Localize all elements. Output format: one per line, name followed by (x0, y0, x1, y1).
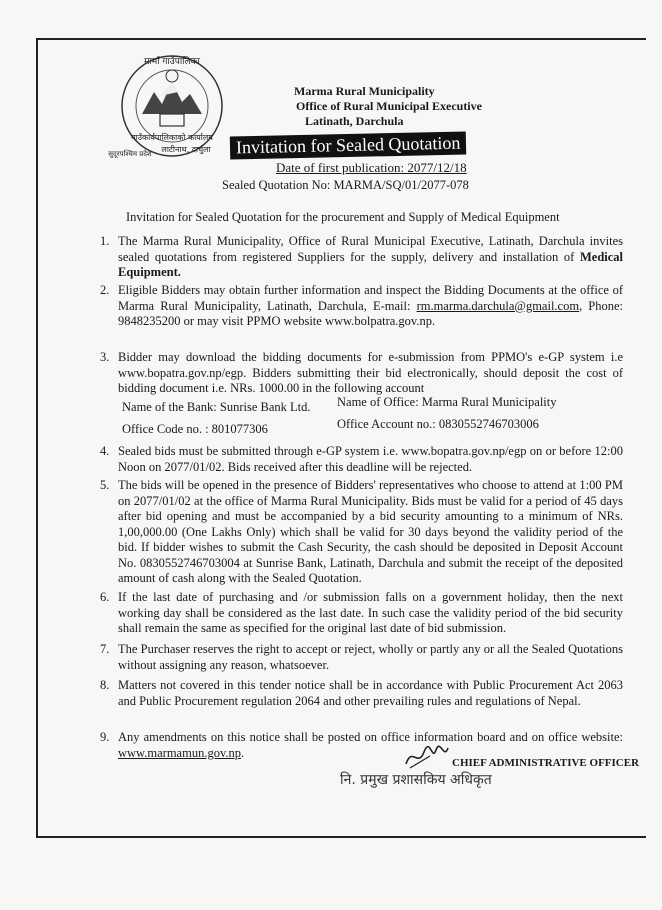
letterhead (270, 84, 482, 129)
website-link[interactable]: www.marmamun.gov.np (118, 745, 242, 760)
email-link[interactable]: rm.marma.darchula@gmail.com (416, 298, 580, 313)
publication-date: Date of first publication: 2077/12/18 (276, 160, 467, 175)
signature-icon (402, 742, 452, 770)
medical-equipment-text: Medical Equipment. (118, 249, 624, 279)
office-code: Office Code no. : 801077306 (122, 422, 268, 436)
seal-text-left: सुदूरपश्चिम प्रदेश (108, 150, 152, 158)
bank-name: Name of the Bank: Sunrise Bank Ltd. (122, 400, 311, 414)
office-name: Office of Rural Municipal Executive (296, 99, 482, 113)
office-account: Office Account no.: 0830552746703006 (337, 417, 539, 431)
office-location: Latinath, Darchula (305, 114, 404, 128)
quotation-number: Sealed Quotation No: MARMA/SQ/01/2077-078 (222, 178, 469, 192)
municipality-seal-icon (108, 52, 236, 160)
intro-line: Invitation for Sealed Quotation for the procurement and Supply of Medical Equipment (126, 210, 560, 224)
officer-title-nepali: नि. प्रमुख प्रशासकिय अधिकृत (340, 772, 492, 788)
seal-text-mid: गाउँकार्यपालिकाको कार्यालय (131, 133, 213, 142)
seal-text-bottom: लाटीनाथ, दार्चुला (161, 145, 211, 154)
seal-text-top: मार्मा गाउँपालिका (144, 57, 200, 67)
officer-title: CHIEF ADMINISTRATIVE OFFICER (452, 757, 640, 769)
office-name-bank: Name of Office: Marma Rural Municipality (337, 395, 557, 409)
municipality-name: Marma Rural Municipality (294, 84, 435, 98)
notice-title: Invitation for Sealed Quotation (230, 132, 467, 160)
